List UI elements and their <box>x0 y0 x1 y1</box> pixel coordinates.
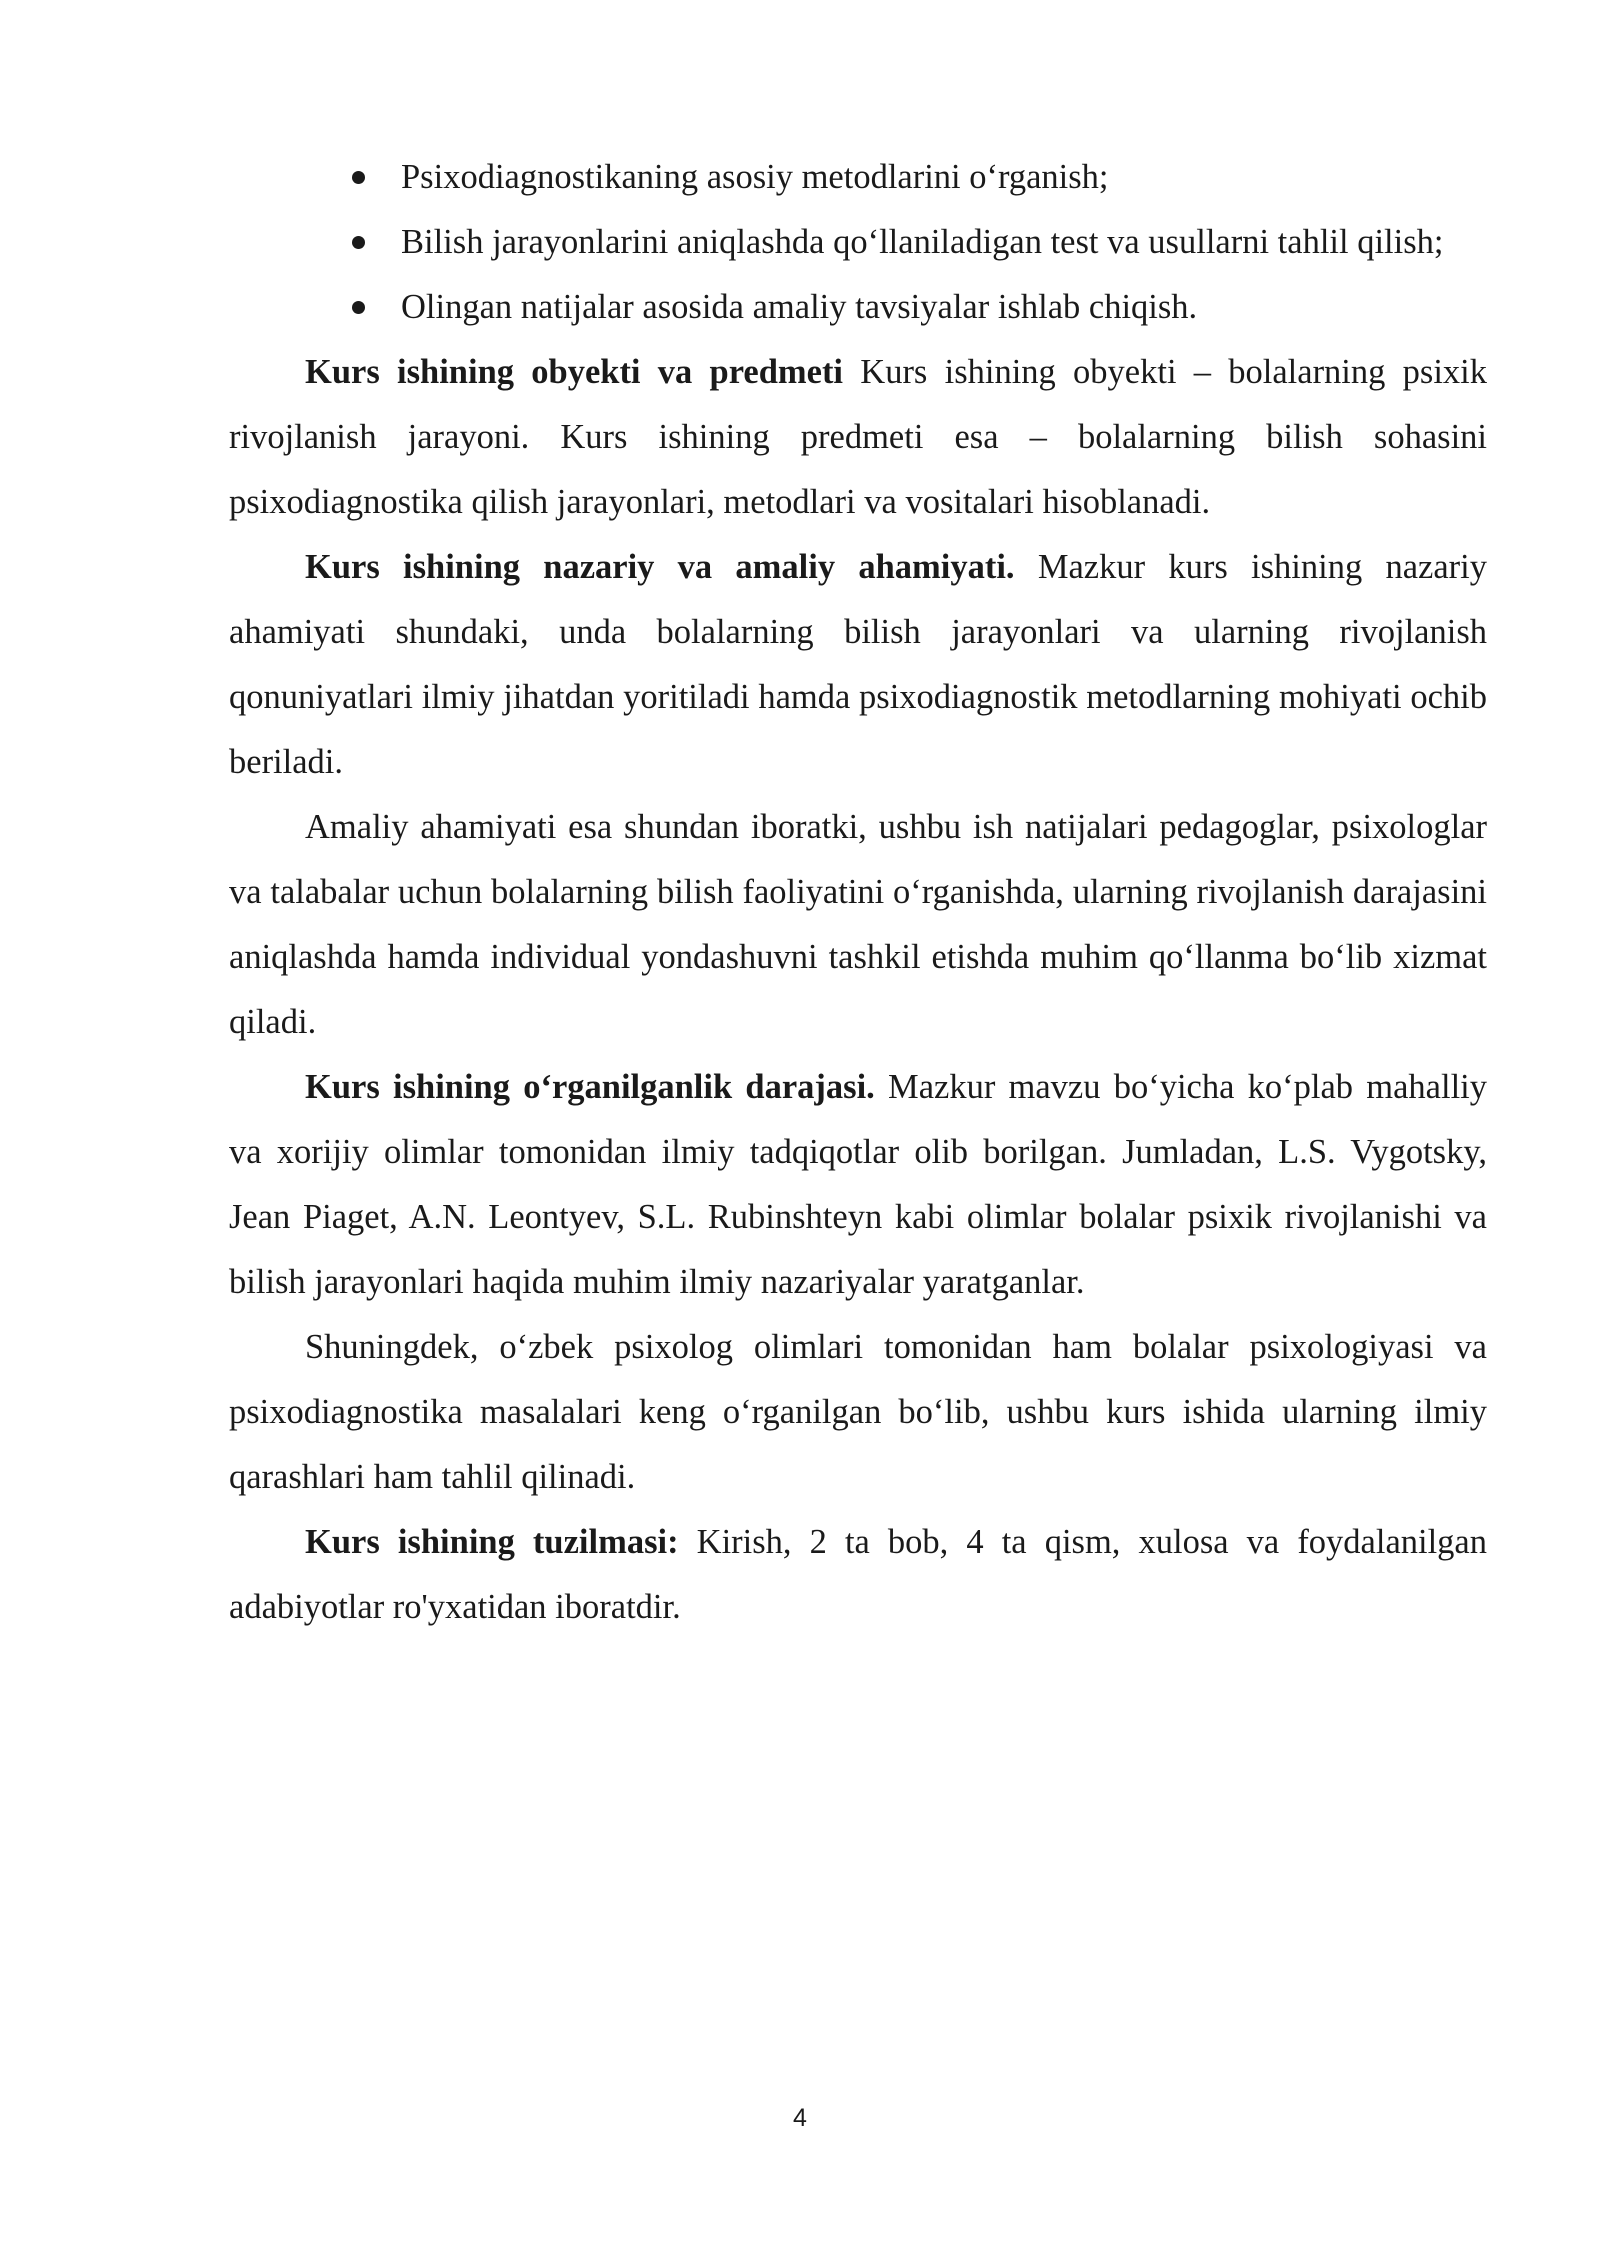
bullet-dot-icon <box>352 236 365 249</box>
paragraph-text: Shuningdek, o‘zbek psixolog olimlari tomonidan ham bolalar psixologiyasi va psixodiagnostika masalalari keng o‘rganilgan bo‘lib, ushbu kurs ishida ularning ilmiy qarashlari ham tahlil qilinadi. <box>229 1328 1487 1496</box>
bullet-list <box>229 145 1487 340</box>
paragraph-heading: Kurs ishining obyekti va predmeti <box>305 353 844 391</box>
bullet-text: Olingan natijalar asosida amaliy tavsiyalar ishlab chiqish. <box>401 288 1198 326</box>
page-body <box>229 145 1487 1640</box>
paragraph-structure <box>229 1510 1487 1640</box>
bullet-dot-icon <box>352 171 365 184</box>
paragraph-object-subject <box>229 340 1487 535</box>
paragraph-practical-significance <box>229 795 1487 1055</box>
paragraph-text: Kurs ishining obyekti – bolalarning psixik rivojlanish jarayoni. Kurs ishining predmeti esa – bolalarning bilish sohasini psixodiagnostika qilish jarayonlari, metodlari va vositalari hisoblanadi. <box>229 353 1487 521</box>
bullet-text: Bilish jarayonlarini aniqlashda qo‘llaniladigan test va usullarni tahlil qilish; <box>401 223 1444 261</box>
paragraph-text: Amaliy ahamiyati esa shundan iboratki, ushbu ish natijalari pedagoglar, psixologlar va talabalar uchun bolalarning bilish faoliyatini o‘rganishda, ularning rivojlanish darajasini aniqlashda hamda individual yondashuvni tashkil etishda muhim qo‘llanma bo‘lib xizmat qiladi. <box>229 808 1487 1041</box>
bullet-item <box>401 210 1487 275</box>
bullet-item <box>401 145 1487 210</box>
bullet-item <box>401 275 1487 340</box>
bullet-text: Psixodiagnostikaning asosiy metodlarini o‘rganish; <box>401 158 1109 196</box>
paragraph-heading: Kurs ishining tuzilmasi: <box>305 1523 679 1561</box>
paragraph-text: Mazkur kurs ishining nazariy ahamiyati shundaki, unda bolalarning bilish jarayonlari va ularning rivojlanish qonuniyatlari ilmiy jihatdan yoritiladi hamda psixodiagnostik metodlarning mohiyati ochib beriladi. <box>229 548 1487 781</box>
paragraph-uzbek-scholars <box>229 1315 1487 1510</box>
bullet-dot-icon <box>352 301 365 314</box>
paragraph-level-of-study <box>229 1055 1487 1315</box>
paragraph-heading: Kurs ishining o‘rganilganlik darajasi. <box>305 1068 875 1106</box>
paragraph-heading: Kurs ishining nazariy va amaliy ahamiyati. <box>305 548 1015 586</box>
paragraph-significance <box>229 535 1487 795</box>
paragraph-text: Mazkur mavzu bo‘yicha ko‘plab mahalliy va xorijiy olimlar tomonidan ilmiy tadqiqotlar olib borilgan. Jumladan, L.S. Vygotsky, Jean Piaget, A.N. Leontyev, S.L. Rubinshteyn kabi olimlar bolalar psixik rivojlanishi va bilish jarayonlari haqida muhim ilmiy nazariyalar yaratganlar. <box>229 1068 1487 1301</box>
paragraph-text: Kirish, 2 ta bob, 4 ta qism, xulosa va foydalanilgan adabiyotlar ro'yxatidan iboratdir. <box>229 1523 1487 1626</box>
page-number: 4 <box>793 2104 807 2132</box>
